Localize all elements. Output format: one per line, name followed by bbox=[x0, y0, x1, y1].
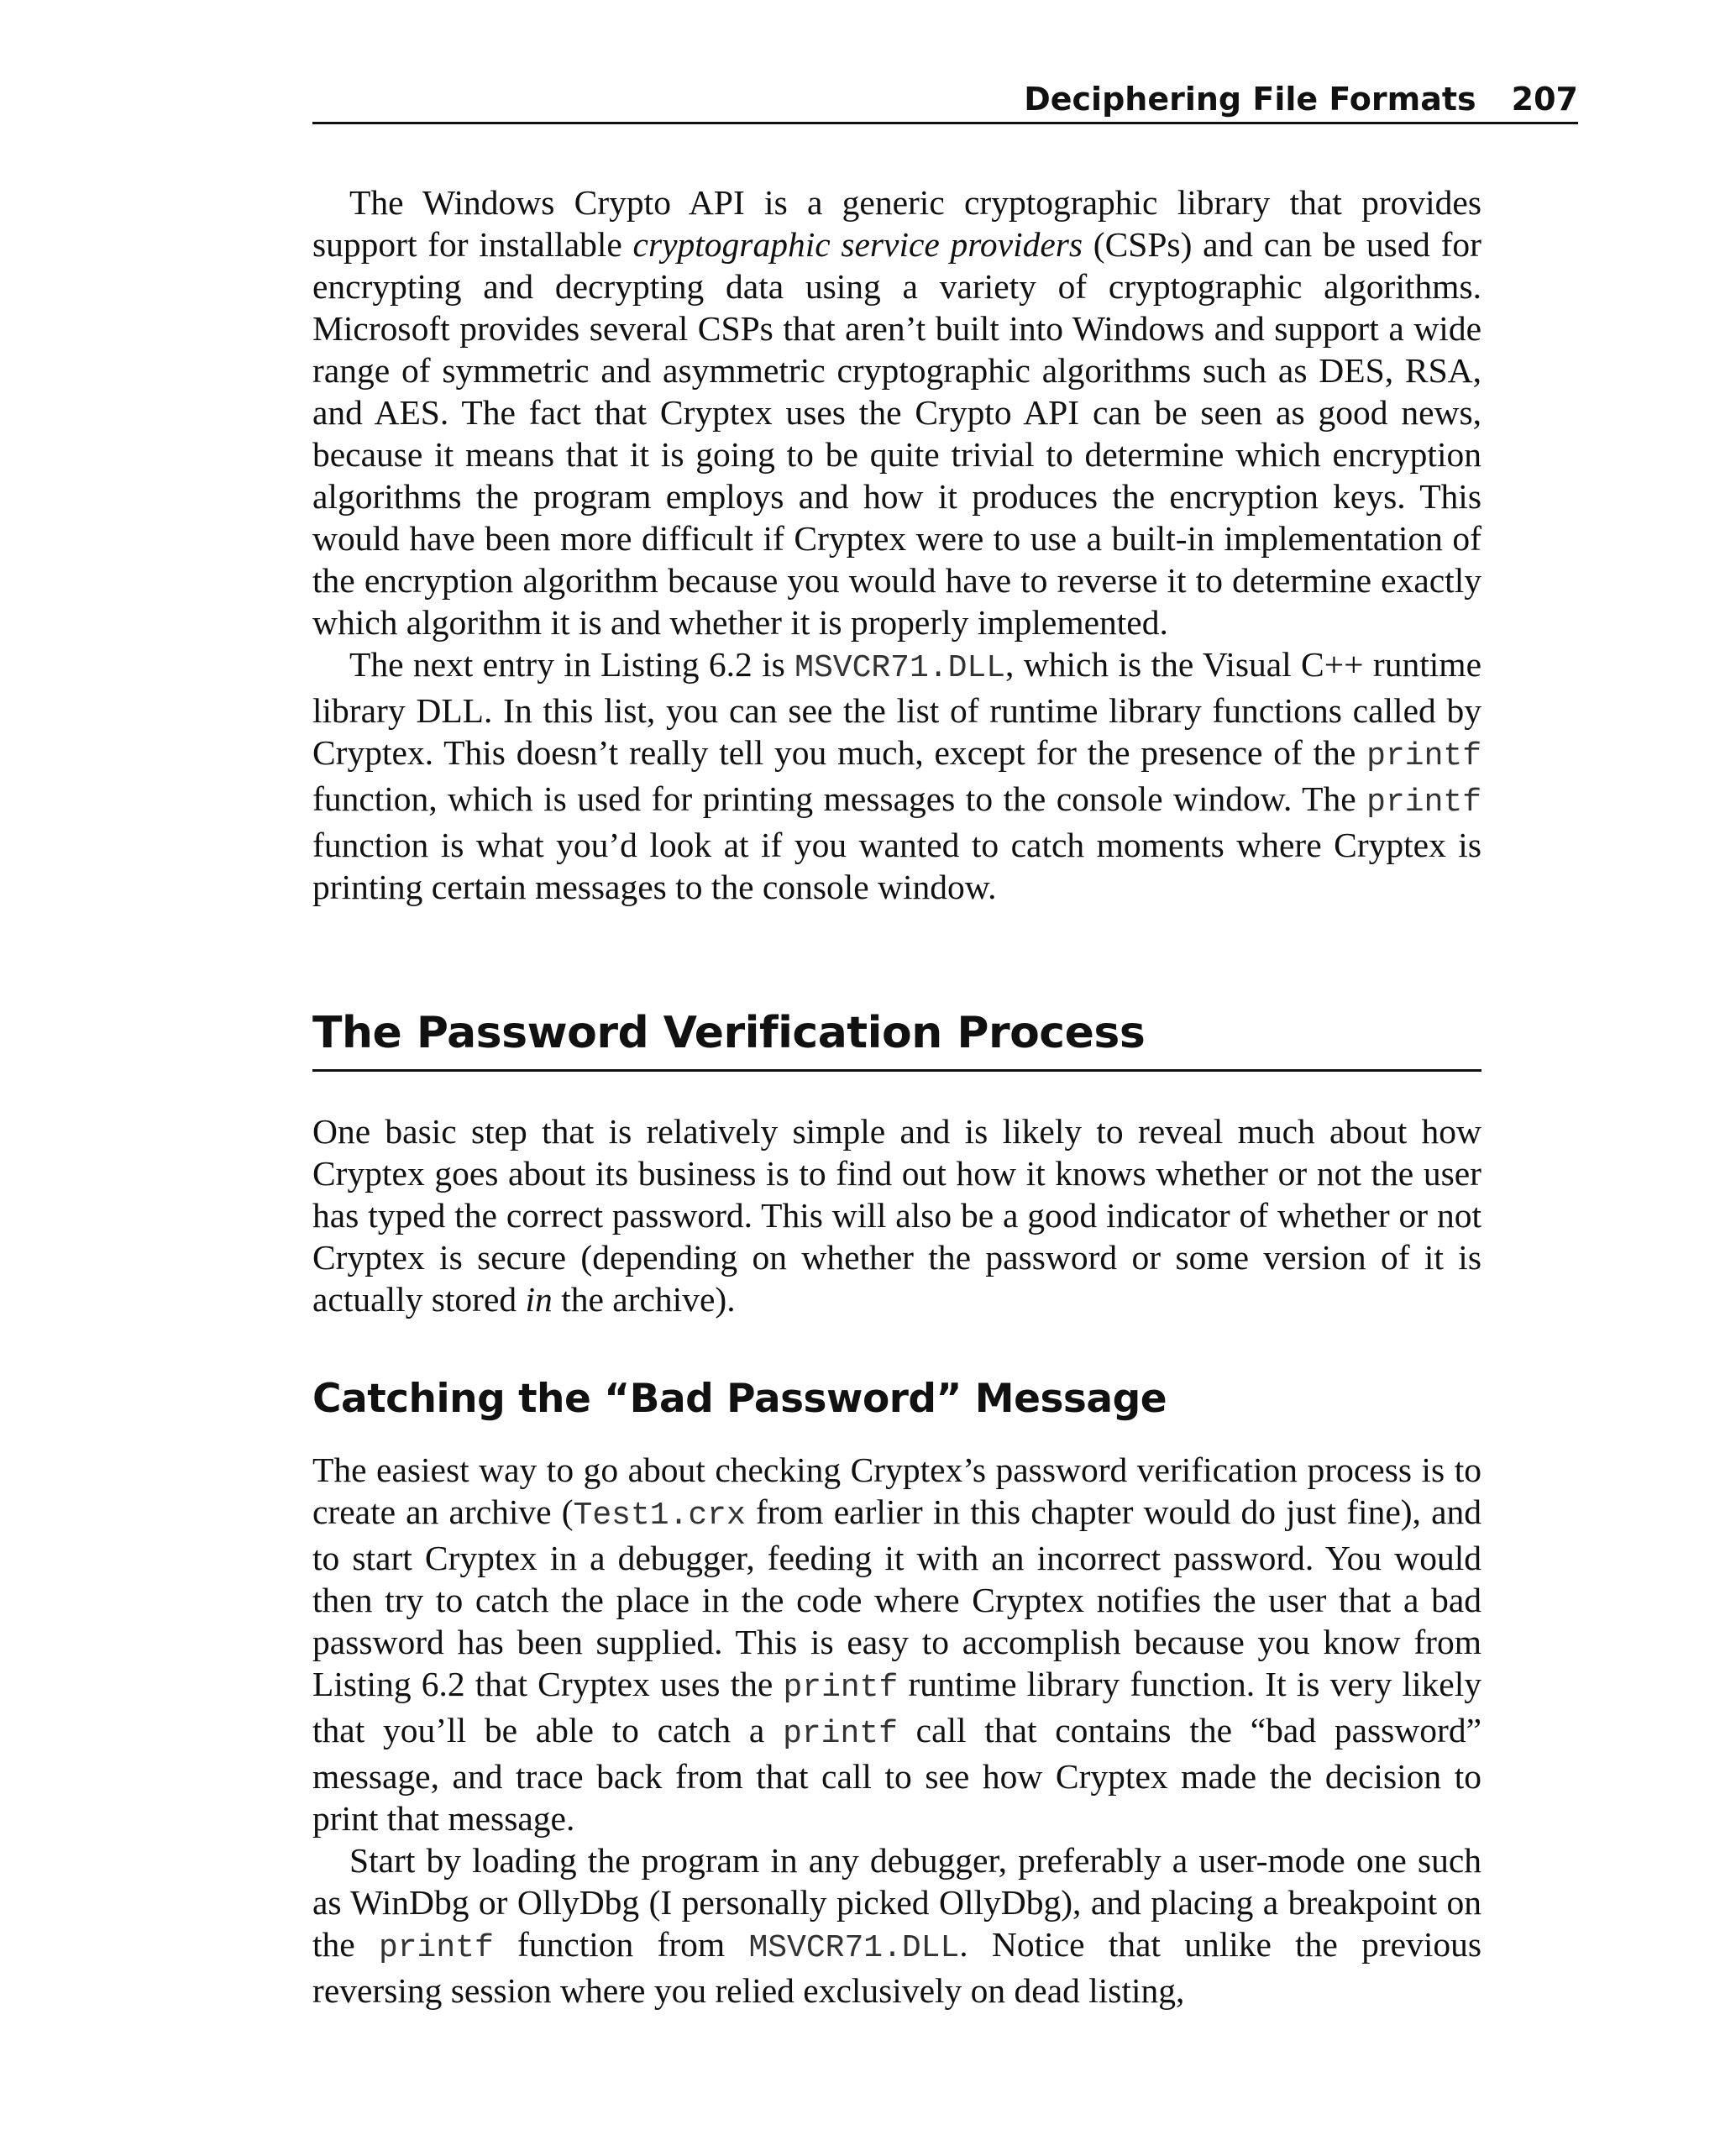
running-header bbox=[312, 81, 1578, 124]
emphasis-text: cryptographic service providers bbox=[632, 225, 1083, 264]
text-run: runtime library function. It is very likely that you’ll be able to catch a bbox=[312, 1665, 1481, 1749]
text-run: function from bbox=[493, 1925, 749, 1964]
running-header-title: Deciphering File Formats bbox=[1024, 81, 1476, 118]
paragraph-crypto-api bbox=[312, 181, 1481, 643]
text-run: function is what you’d look at if you wanted to catch moments where Cryptex is printing certain messages to the console window. bbox=[312, 826, 1481, 906]
section-password-verification-text bbox=[312, 1110, 1481, 1320]
paragraph-start-debugger bbox=[312, 1839, 1481, 2012]
heading-bad-password-message: Catching the “Bad Password” Message bbox=[312, 1376, 1167, 1422]
page-number: 207 bbox=[1511, 81, 1578, 118]
code-printf: printf bbox=[783, 1670, 899, 1706]
text-run: (CSPs) and can be used for encrypting and decrypting data using a variety of cryptographic algorithms. Microsoft provides several CSPs that aren’t built into Windows and support a wide range of symmetric and asymmetric cryptographic algorithms such as DES, RSA, and AES. The fact that Cryptex uses the Crypto API can be seen as good news, because it means that it is going to be quite trivial to determine which encryption algorithms the program employs and how it produces the encryption keys. This would have been more difficult if Cryptex were to use a built-in implementation of the encryption algorithm because you would have to reverse it to determine exactly which algorithm it is and whether it is properly implemented. bbox=[312, 225, 1481, 642]
heading-password-verification: The Password Verification Process bbox=[312, 1005, 1481, 1072]
code-printf: printf bbox=[783, 1716, 898, 1752]
emphasis-text: in bbox=[525, 1280, 553, 1319]
code-printf: printf bbox=[1366, 738, 1481, 774]
paragraph-msvcr71 bbox=[312, 643, 1481, 908]
text-run: from earlier in this chapter would do just fine), and to start Cryptex in a debugger, feeding it with an incorrect password. You would then try to catch the place in the code where Cryptex notifies the user that a bad password has been supplied. This is easy to accomplish because you know from Listing 6.2 that Cryptex uses the bbox=[312, 1492, 1481, 1703]
text-run: Start by loading the program in any debugger, preferably a user-mode one such as WinDbg or OllyDbg (I personally picked OllyDbg), and placing a breakpoint on the bbox=[312, 1841, 1481, 1964]
text-run: . Notice that unlike the previous reversing session where you relied exclusively on dead listing, bbox=[312, 1925, 1482, 2010]
section-bad-password-text bbox=[312, 1449, 1481, 2012]
paragraph-easiest-way bbox=[312, 1449, 1481, 1839]
section-crypto-api-text bbox=[312, 181, 1481, 908]
text-run: The next entry in Listing 6.2 is bbox=[349, 645, 795, 684]
paragraph-basic-step bbox=[312, 1110, 1481, 1320]
text-run: , which is the Visual C++ runtime library DLL. In this list, you can see the list of runtime library functions called by Cryptex. This doesn’t really tell you much, except for the presence of the bbox=[312, 645, 1481, 772]
code-msvcr71: MSVCR71.DLL bbox=[748, 1930, 960, 1966]
text-run: One basic step that is relatively simple and is likely to reveal much about how Cryptex goes about its business is to find out how it knows whether or not the user has typed the correct password. This will also be a good indicator of whether or not Cryptex is secure (depending on whether the password or some version of it is actually stored bbox=[312, 1112, 1481, 1319]
text-run: The Windows Crypto API is a generic cryptographic library that provides support for installable bbox=[312, 183, 1481, 264]
code-printf: printf bbox=[378, 1930, 494, 1966]
text-run: the archive). bbox=[552, 1280, 736, 1319]
code-msvcr71: MSVCR71.DLL bbox=[794, 650, 1005, 686]
code-test1-crx: Test1.crx bbox=[573, 1498, 746, 1534]
text-run: call that contains the “bad password” message, and trace back from that call to see how Cryptex made the decision to print that message. bbox=[312, 1711, 1481, 1838]
text-run: The easiest way to go about checking Cryptex’s password verification process is to create an archive ( bbox=[312, 1450, 1481, 1531]
text-run: function, which is used for printing messages to the console window. The bbox=[312, 779, 1367, 818]
code-printf: printf bbox=[1366, 784, 1481, 821]
